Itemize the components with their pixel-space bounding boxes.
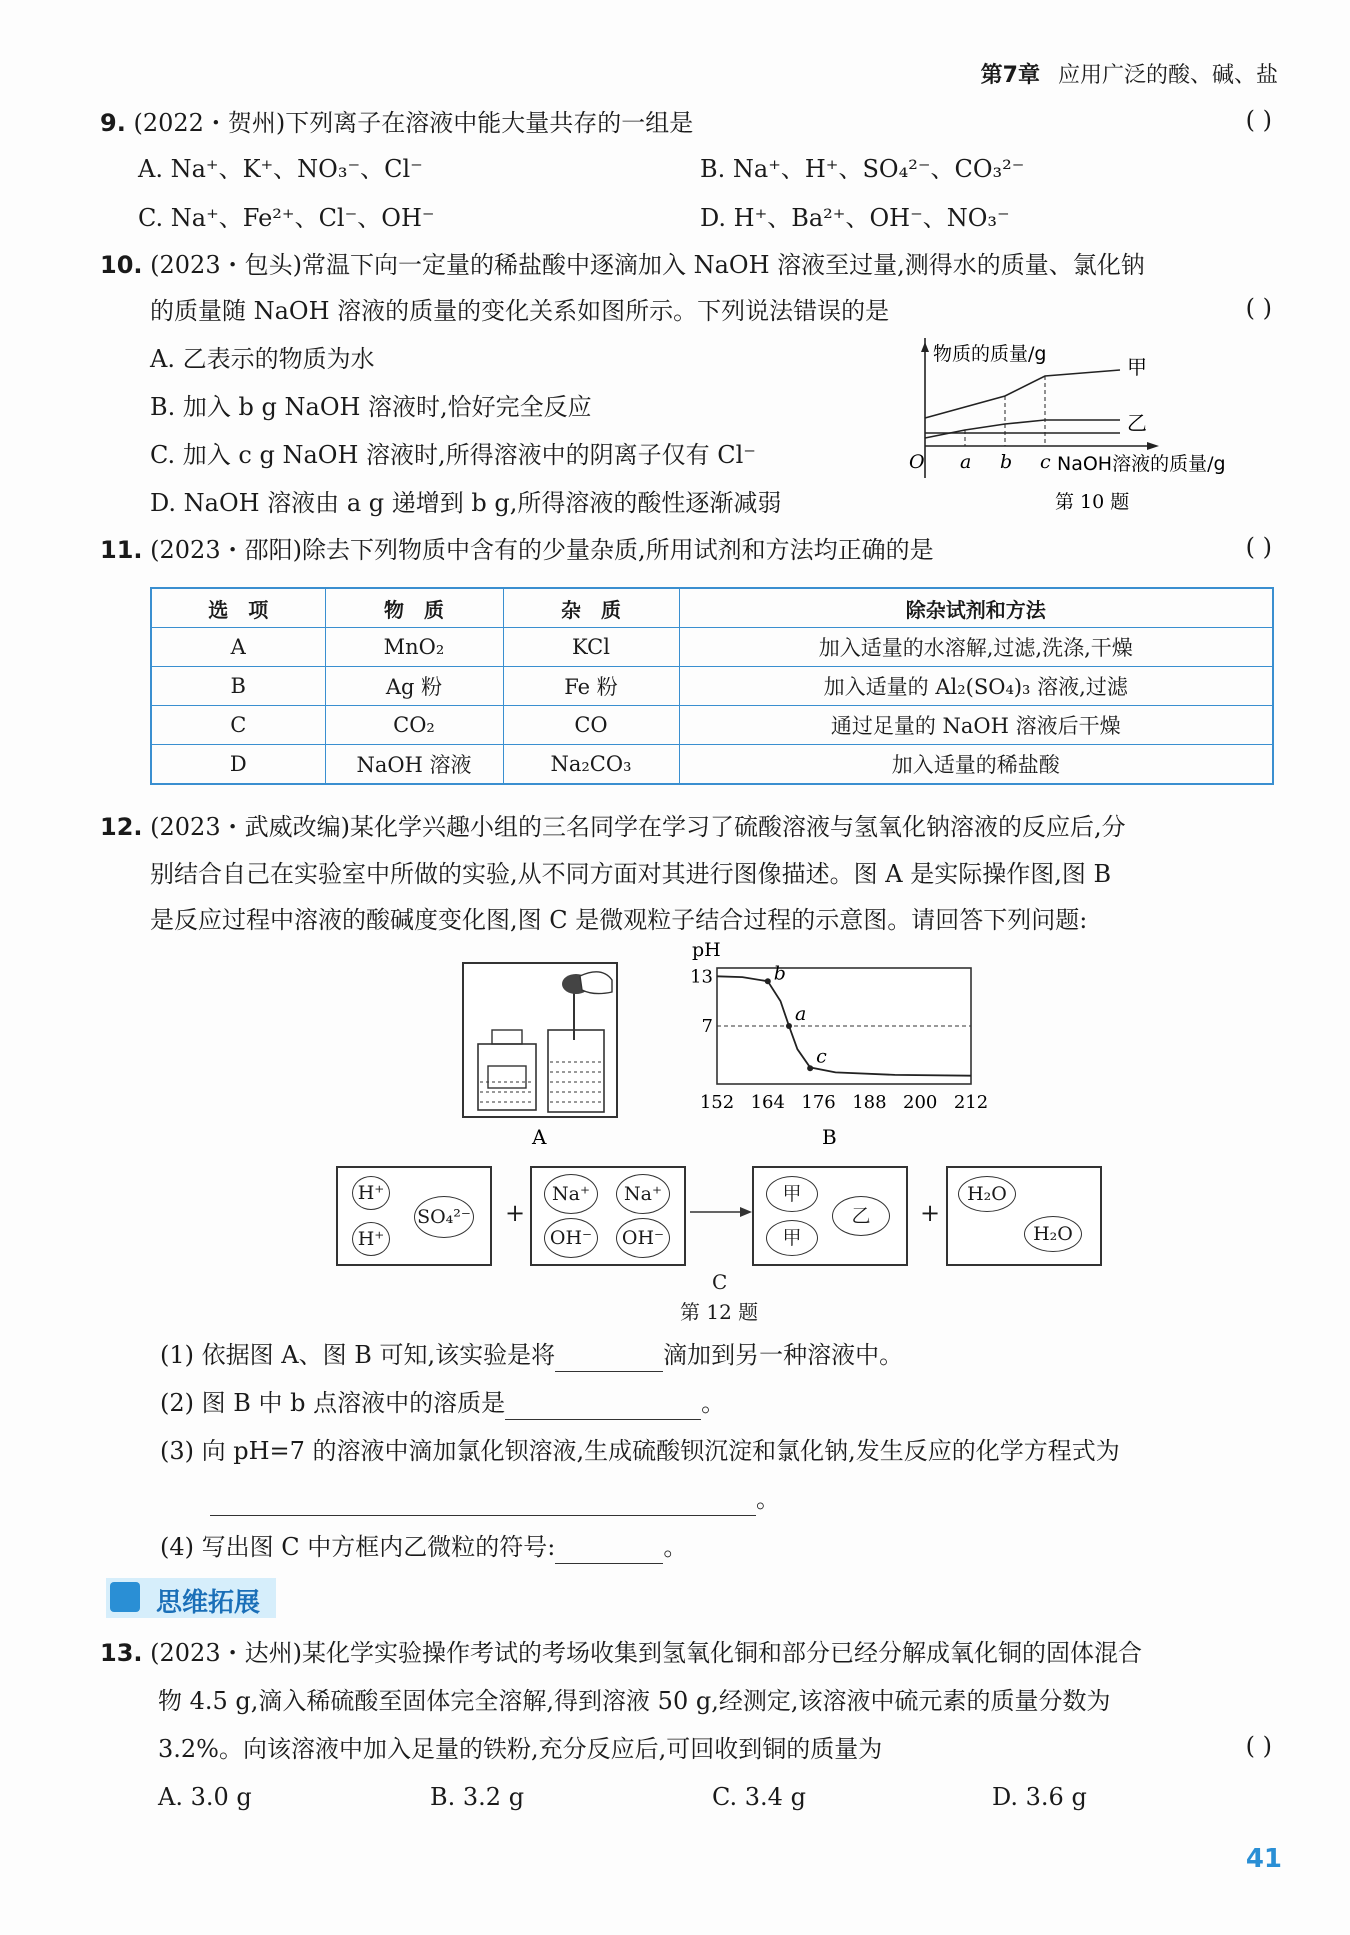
- q13-option-a: A. 3.0 g: [158, 1783, 252, 1811]
- q10-figure: [905, 338, 1285, 518]
- q10-option-c: C. 加入 c g NaOH 溶液时,所得溶液中的阴离子仅有 Cl⁻: [150, 441, 756, 469]
- q13-stem-line3: 3.2%。向该溶液中加入足量的铁粉,充分反应后,可回收到铜的质量为: [158, 1735, 883, 1763]
- particle-na-ion: Na⁺: [616, 1174, 670, 1214]
- particle-yi: 乙: [832, 1196, 890, 1236]
- q9-number: 9.: [100, 109, 126, 137]
- answer-blank[interactable]: [555, 1539, 663, 1564]
- table-cell: 加入适量的水溶解,过滤,洗涤,干燥: [679, 628, 1273, 667]
- q10-tick-b: b: [1000, 451, 1013, 473]
- q13-stem-line2: 物 4.5 g,滴入稀硫酸至固体完全溶解,得到溶液 50 g,经测定,该溶液中硫元素的质量分数为: [158, 1687, 1111, 1715]
- q10-text1: (2023・包头)常温下向一定量的稀盐酸中逐滴加入 NaOH 溶液至过量,测得水的质量、氯化钠: [150, 251, 1145, 279]
- q12-figure-a-label: A: [532, 1125, 547, 1149]
- table-cell: C: [151, 706, 325, 745]
- q12-sub1-tail: 滴加到另一种溶液中。: [663, 1341, 904, 1369]
- reaction-arrow-icon: [690, 1202, 752, 1222]
- particle-oh-ion: OH⁻: [544, 1218, 598, 1258]
- q12-sub1-text: (1) 依据图 A、图 B 可知,该实验是将: [160, 1341, 556, 1369]
- q10-curve-jia: [925, 370, 1120, 418]
- q9-option-a: A. Na⁺、K⁺、NO₃⁻、Cl⁻: [138, 155, 423, 183]
- chart-point-label: b: [773, 962, 786, 985]
- x-tick-label: 164: [750, 1092, 785, 1113]
- particle-h-ion: H⁺: [352, 1222, 390, 1256]
- q13-number: 13.: [100, 1639, 143, 1667]
- q12-sub1: [160, 1338, 903, 1372]
- q12-caption: 第 12 题: [680, 1300, 759, 1324]
- q9-text: (2022・贺州)下列离子在溶液中能大量共存的一组是: [133, 109, 694, 137]
- hand-icon: [580, 972, 612, 994]
- q12-sub3: (3) 向 pH=7 的溶液中滴加氯化钡溶液,生成硫酸钡沉淀和氯化钠,发生反应的化学方程式为: [160, 1437, 1120, 1465]
- chapter-title: 应用广泛的酸、碱、盐: [1057, 63, 1278, 88]
- q10-tick-c: c: [1040, 451, 1051, 473]
- table-cell: 加入适量的稀盐酸: [679, 745, 1273, 785]
- page-number: 41: [1245, 1844, 1282, 1874]
- particle-jia: 甲: [766, 1176, 818, 1212]
- q10-stem-line2: 的质量随 NaOH 溶液的质量的变化关系如图所示。下列说法错误的是: [150, 297, 890, 325]
- q12-sub2-text: (2) 图 B 中 b 点溶液中的溶质是: [160, 1389, 506, 1417]
- table-cell: MnO₂: [325, 628, 503, 667]
- pencil-icon: [110, 1582, 140, 1612]
- q9-answer-paren: ( ): [1245, 106, 1272, 134]
- q12-stem-line3: 是反应过程中溶液的酸碱度变化图,图 C 是微观粒子结合过程的示意图。请回答下列问题:: [150, 906, 1088, 934]
- q12-stem-line2: 别结合自己在实验室中所做的实验,从不同方面对其进行图像描述。图 A 是实际操作图,图 B: [150, 860, 1112, 888]
- q12-chart-b: [684, 938, 989, 1150]
- q10-label-yi: 乙: [1127, 411, 1147, 435]
- q13-stem-line1: [100, 1636, 1142, 1670]
- q11-table-header: [151, 588, 1273, 628]
- q13-option-d: D. 3.6 g: [992, 1783, 1087, 1811]
- q11-text: (2023・邵阳)除去下列物质中含有的少量杂质,所用试剂和方法均正确的是: [150, 536, 934, 564]
- table-header-cell: 杂 质: [503, 588, 679, 628]
- chart-point-b: [765, 978, 771, 984]
- chapter-label: 第7章: [980, 63, 1040, 88]
- table-header-cell: 物 质: [325, 588, 503, 628]
- q12-box-water: [946, 1166, 1102, 1266]
- q9-option-c: C. Na⁺、Fe²⁺、Cl⁻、OH⁻: [138, 204, 435, 232]
- particle-water: H₂O: [1024, 1216, 1082, 1252]
- table-cell: KCl: [503, 628, 679, 667]
- answer-blank[interactable]: [210, 1491, 756, 1516]
- table-cell: CO₂: [325, 706, 503, 745]
- q13-option-b: B. 3.2 g: [430, 1783, 525, 1811]
- q9-option-b: B. Na⁺、H⁺、SO₄²⁻、CO₃²⁻: [700, 155, 1025, 183]
- answer-blank[interactable]: [555, 1347, 663, 1372]
- y-tick-label: 7: [701, 1016, 713, 1037]
- y-tick-label: 13: [690, 966, 713, 988]
- q10-label-jia: 甲: [1127, 355, 1147, 379]
- table-cell: NaOH 溶液: [325, 745, 503, 785]
- particle-na-ion: Na⁺: [544, 1174, 598, 1214]
- table-cell: D: [151, 745, 325, 785]
- particle-oh-ion: OH⁻: [616, 1218, 670, 1258]
- q10-curve-yi2: [925, 420, 1120, 438]
- q12-figure-b-label: B: [822, 1125, 837, 1149]
- particle-jia: 甲: [766, 1220, 818, 1256]
- table-cell: 加入适量的 Al₂(SO₄)₃ 溶液,过滤: [679, 667, 1273, 706]
- table-header-cell: 除杂试剂和方法: [679, 588, 1273, 628]
- q10-option-a: A. 乙表示的物质为水: [150, 345, 375, 373]
- q10-option-d: D. NaOH 溶液由 a g 递增到 b g,所得溶液的酸性逐渐减弱: [150, 489, 782, 517]
- q11-stem: [100, 533, 934, 567]
- q11-answer-paren: ( ): [1245, 533, 1272, 561]
- table-cell: Ag 粉: [325, 667, 503, 706]
- q9-option-d: D. H⁺、Ba²⁺、OH⁻、NO₃⁻: [700, 204, 1010, 232]
- q10-option-b: B. 加入 b g NaOH 溶液时,恰好完全反应: [150, 393, 592, 421]
- table-row: [151, 706, 1273, 745]
- q13-answer-paren: ( ): [1245, 1732, 1272, 1760]
- q10-ylabel: 物质的质量/g: [933, 343, 1047, 365]
- plus-sign: +: [920, 1199, 941, 1227]
- q12-number: 12.: [100, 813, 143, 841]
- x-tick-label: 200: [903, 1092, 938, 1113]
- q12-chart-ylabel: pH: [692, 939, 721, 961]
- particle-water: H₂O: [958, 1176, 1016, 1212]
- q10-origin: O: [909, 451, 925, 473]
- q10-stem-line1: [100, 248, 1145, 282]
- chart-point-a: [786, 1023, 792, 1029]
- x-tick-label: 212: [953, 1092, 989, 1113]
- q12-box-acid: [336, 1166, 492, 1266]
- q12-box-products: [752, 1166, 908, 1266]
- q10-answer-paren: ( ): [1245, 294, 1272, 322]
- running-header: [981, 58, 1278, 89]
- chart-point-c: [807, 1065, 813, 1071]
- table-cell: A: [151, 628, 325, 667]
- q11-table: [150, 587, 1274, 785]
- q12-sub2-tail: 。: [701, 1389, 726, 1417]
- q12-box-base: [530, 1166, 686, 1266]
- table-row: [151, 745, 1273, 785]
- q12-sub4-tail: 。: [663, 1533, 688, 1561]
- table-row: [151, 667, 1273, 706]
- q12-stem-line1: [100, 810, 1126, 844]
- q12-sub4: [160, 1530, 687, 1564]
- plus-sign: +: [505, 1199, 526, 1227]
- x-tick-label: 152: [699, 1092, 735, 1113]
- q10-number: 10.: [100, 251, 143, 279]
- table-header-cell: 选 项: [151, 588, 325, 628]
- q12-sub3-tail: 。: [756, 1485, 780, 1513]
- q12-figure-c-label: C: [712, 1270, 728, 1294]
- x-tick-label: 176: [801, 1092, 836, 1113]
- x-tick-label: 188: [852, 1092, 887, 1113]
- table-row: [151, 628, 1273, 667]
- section-banner: [106, 1578, 276, 1618]
- particle-sulfate-ion: SO₄²⁻: [414, 1196, 474, 1238]
- q11-number: 11.: [100, 536, 143, 564]
- q10-tick-a: a: [960, 451, 972, 473]
- q12-sub4-text: (4) 写出图 C 中方框内乙微粒的符号:: [160, 1533, 556, 1561]
- section-title: 思维拓展: [156, 1588, 261, 1618]
- q10-caption: 第 10 题: [1055, 491, 1130, 513]
- q12-figure-a: [462, 962, 620, 1148]
- q10-xlabel: NaOH溶液的质量/g: [1057, 453, 1226, 475]
- q12-sub3-answer: [210, 1482, 780, 1516]
- q13-text1: (2023・达州)某化学实验操作考试的考场收集到氢氧化铜和部分已经分解成氧化铜的固体混合: [150, 1639, 1142, 1667]
- table-cell: Fe 粉: [503, 667, 679, 706]
- chart-point-label: c: [816, 1045, 827, 1068]
- q12-sub2: [160, 1386, 725, 1420]
- q9-stem: [100, 106, 693, 140]
- answer-blank[interactable]: [505, 1395, 701, 1420]
- q12-text1: (2023・武威改编)某化学兴趣小组的三名同学在学习了硫酸溶液与氢氧化钠溶液的反应后,分: [150, 813, 1126, 841]
- table-cell: Na₂CO₃: [503, 745, 679, 785]
- table-cell: 通过足量的 NaOH 溶液后干燥: [679, 706, 1273, 745]
- particle-h-ion: H⁺: [352, 1176, 390, 1210]
- table-cell: CO: [503, 706, 679, 745]
- table-cell: B: [151, 667, 325, 706]
- q13-option-c: C. 3.4 g: [712, 1783, 806, 1811]
- chart-point-label: a: [794, 1003, 807, 1025]
